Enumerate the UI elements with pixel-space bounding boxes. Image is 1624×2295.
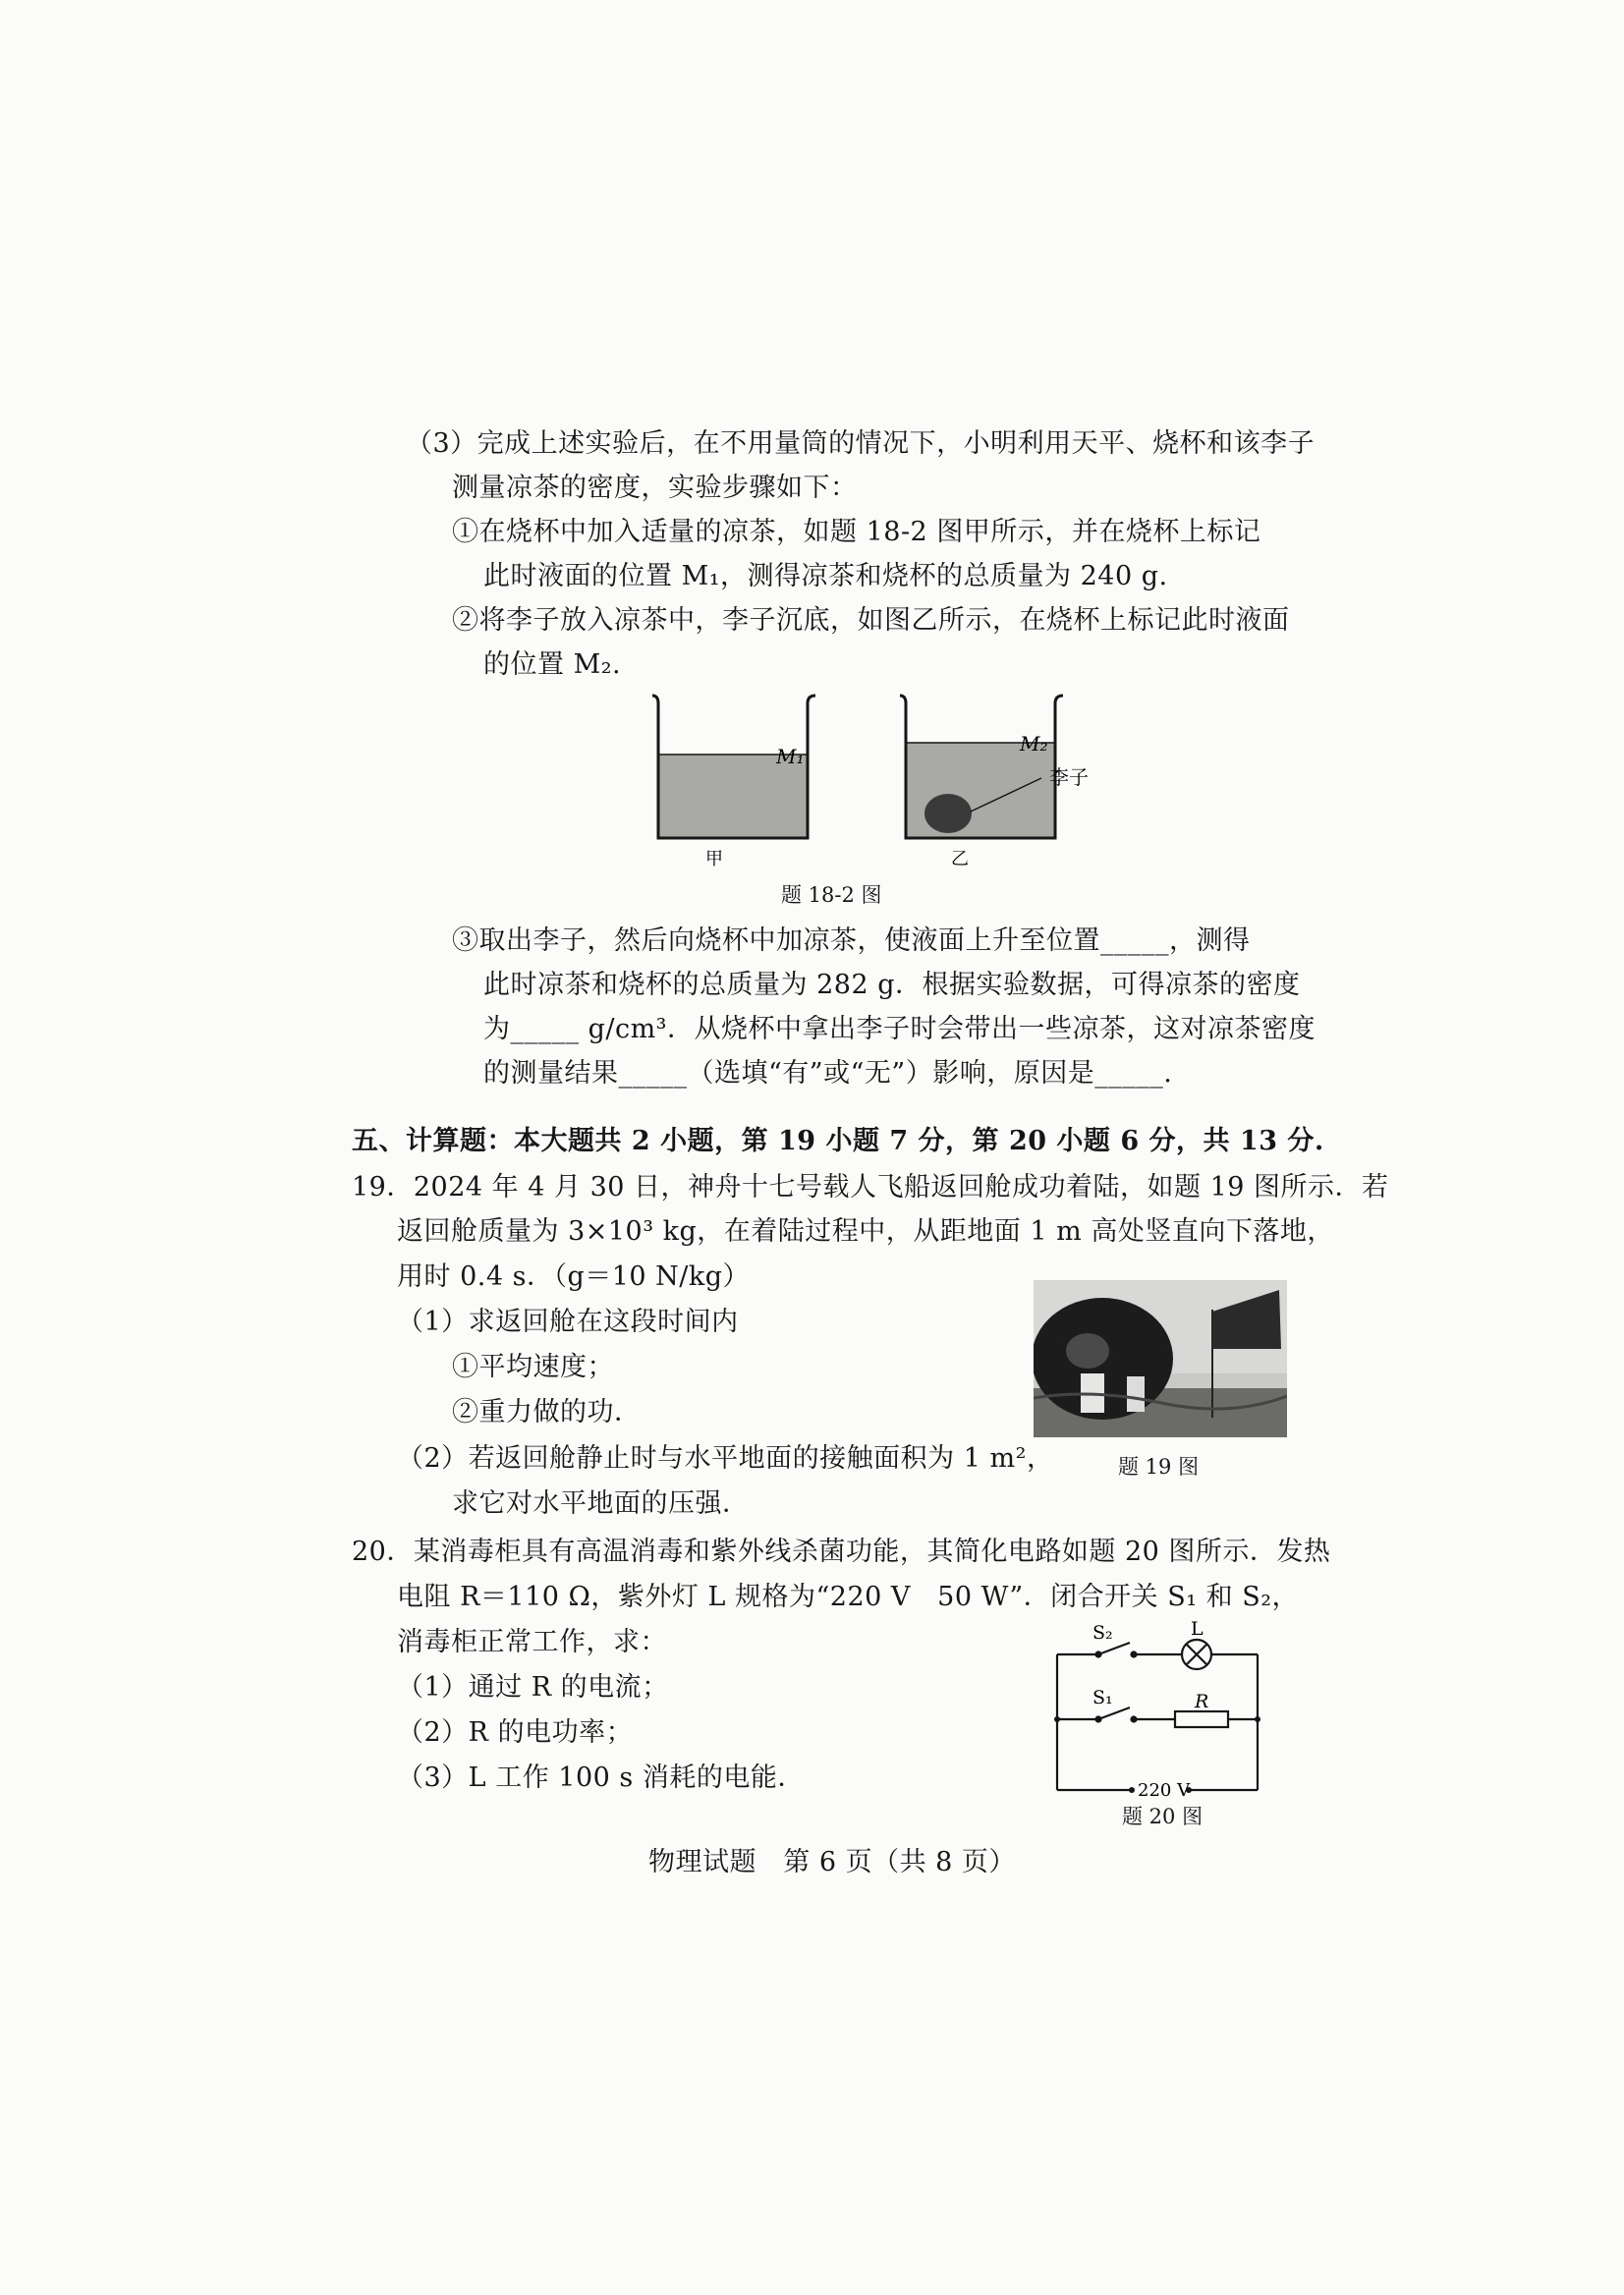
q20-sub1: （1）通过 R 的电流； xyxy=(397,1672,669,1703)
q18-step3-line4: 的测量结果_____（选填“有”或“无”）影响，原因是_____. xyxy=(483,1058,1173,1089)
label-source: 220 V xyxy=(1138,1780,1191,1801)
switch-s1 xyxy=(1098,1707,1130,1719)
q20-sub3: （3）L 工作 100 s 消耗的电能． xyxy=(397,1763,805,1793)
q18-step1-line2: 此时液面的位置 M₁，测得凉茶和烧杯的总质量为 240 g. xyxy=(483,561,1168,591)
figure-19-caption: 题 19 图 xyxy=(1118,1455,1200,1479)
label-plum: 李子 xyxy=(1049,765,1089,789)
q19-sub1b: ②重力做的功． xyxy=(452,1397,642,1427)
q19-line2: 返回舱质量为 3×10³ kg，在着陆过程中，从距地面 1 m 高处竖直向下落地， xyxy=(397,1216,1334,1247)
q18-part3-intro-line2: 测量凉茶的密度，实验步骤如下： xyxy=(452,473,858,503)
source-terminal-left xyxy=(1129,1787,1135,1793)
q18-step1-line1: ①在烧杯中加入适量的凉茶，如题 18-2 图甲所示，并在烧杯上标记 xyxy=(452,517,1261,547)
q19-line1: 19．2024 年 4 月 30 日，神舟十七号载人飞船返回舱成功着陆，如题 19 图所示．若 xyxy=(352,1172,1389,1203)
q19-sub1a: ①平均速度； xyxy=(452,1352,614,1382)
label-s1: S₁ xyxy=(1092,1687,1113,1708)
label-m2: M₂ xyxy=(1020,732,1048,756)
q19-sub1: （1）求返回舱在这段时间内 xyxy=(397,1307,739,1337)
q20-line2: 电阻 R＝110 Ω，紫外灯 L 规格为“220 V 50 W”．闭合开关 S₁ 和 S₂， xyxy=(397,1582,1300,1612)
label-m1: M₁ xyxy=(776,745,805,768)
label-jia: 甲 xyxy=(705,849,723,869)
label-r: R xyxy=(1195,1691,1209,1712)
section5-heading: 五、计算题：本大题共 2 小题，第 19 小题 7 分，第 20 小题 6 分，共 13 分. xyxy=(352,1126,1324,1156)
q19-sub2-line1: （2）若返回舱静止时与水平地面的接触面积为 1 m²， xyxy=(397,1443,1054,1474)
q20-line1: 20．某消毒柜具有高温消毒和紫外线杀菌功能，其简化电路如题 20 图所示．发热 xyxy=(352,1537,1331,1567)
q18-step2-line1: ②将李子放入凉茶中，李子沉底，如图乙所示，在烧杯上标记此时液面 xyxy=(452,605,1290,636)
circuit-diagram xyxy=(1041,1613,1277,1810)
beaker-yi xyxy=(900,696,1063,838)
plum-shape xyxy=(924,794,972,833)
figure-20-caption: 题 20 图 xyxy=(1122,1805,1204,1828)
q18-step3-line2: 此时凉茶和烧杯的总质量为 282 g．根据实验数据，可得凉茶的密度 xyxy=(483,970,1301,1000)
q18-step3-line1: ③取出李子，然后向烧杯中加凉茶，使液面上升至位置_____，测得 xyxy=(452,925,1251,956)
figure-18-2-caption: 题 18-2 图 xyxy=(781,883,882,907)
label-l: L xyxy=(1191,1618,1204,1640)
q20-sub2: （2）R 的电功率； xyxy=(397,1717,634,1748)
q20-line3: 消毒柜正常工作，求： xyxy=(397,1627,667,1657)
capsule-photo xyxy=(1034,1280,1287,1437)
resistor-r xyxy=(1175,1711,1228,1727)
label-yi: 乙 xyxy=(951,849,969,869)
switch-s2 xyxy=(1098,1643,1130,1654)
q18-step3-line3: 为_____ g/cm³．从烧杯中拿出李子时会带出一些凉茶，这对凉茶密度 xyxy=(483,1014,1316,1044)
q18-step2-line2: 的位置 M₂. xyxy=(483,649,622,680)
beaker-figure xyxy=(629,688,1120,884)
label-s2: S₂ xyxy=(1092,1622,1113,1644)
page-footer: 物理试题 第 6 页（共 8 页） xyxy=(648,1847,1016,1877)
q19-sub2-line2: 求它对水平地面的压强． xyxy=(452,1488,750,1519)
q18-part3-intro-line1: （3）完成上述实验后，在不用量筒的情况下，小明利用天平、烧杯和该李子 xyxy=(406,428,1316,459)
q19-line3: 用时 0.4 s．（g＝10 N/kg） xyxy=(397,1261,751,1292)
